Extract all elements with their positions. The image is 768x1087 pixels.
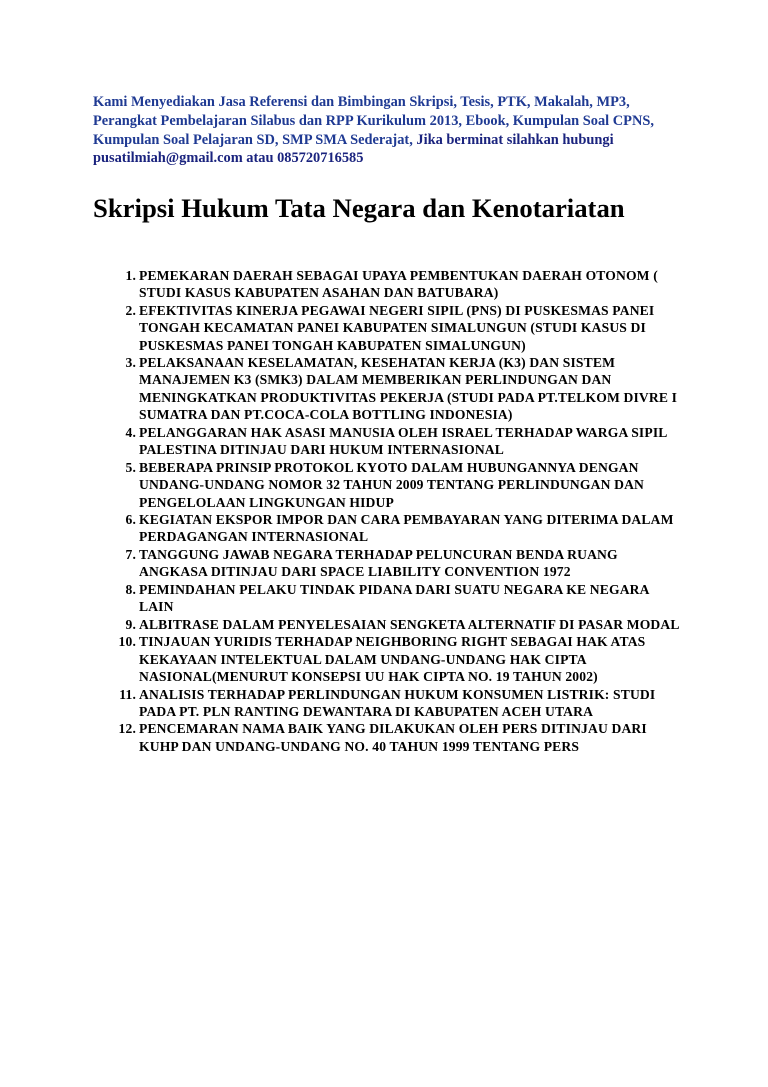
list-item-text: BEBERAPA PRINSIP PROTOKOL KYOTO DALAM HUBUNGANNYA DENGAN UNDANG-UNDANG NOMOR 32 TAHUN 2009 TENTANG PERLINDUNGAN DAN PENGELOLAAN LINGKUNGAN HIDUP xyxy=(139,459,645,510)
intro-contact-text[interactable]: Jika berminat silahkan hubungi pusatilmiah@gmail.com atau 085720716585 xyxy=(93,131,614,167)
intro-paragraph xyxy=(93,93,683,168)
list-item xyxy=(93,581,683,616)
list-item-number: 3. xyxy=(125,354,136,370)
list-item-number: 10. xyxy=(118,634,136,650)
list-item-number: 4. xyxy=(125,424,136,440)
list-item-text: ALBITRASE DALAM PENYELESAIAN SENGKETA ALTERNATIF DI PASAR MODAL xyxy=(139,616,680,632)
list-item xyxy=(93,302,683,354)
list-item xyxy=(93,511,683,546)
list-item-number: 2. xyxy=(125,302,136,318)
list-item-text: PEMEKARAN DAERAH SEBAGAI UPAYA PEMBENTUKAN DAERAH OTONOM ( STUDI KASUS KABUPATEN ASAHAN DAN BATUBARA) xyxy=(139,267,658,301)
list-item-text: TANGGUNG JAWAB NEGARA TERHADAP PELUNCURAN BENDA RUANG ANGKASA DITINJAU DARI SPACE LIABILITY CONVENTION 1972 xyxy=(139,546,618,580)
list-item-number: 7. xyxy=(125,546,136,562)
page-content xyxy=(93,93,683,755)
list-item-number: 11. xyxy=(119,686,136,702)
list-item-text: PELAKSANAAN KESELAMATAN, KESEHATAN KERJA (K3) DAN SISTEM MANAJEMEN K3 (SMK3) DALAM MEMBERIKAN PERLINDUNGAN DAN MENINGKATKAN PRODUKTIVITAS PEKERJA (STUDI PADA PT.TELKOM DIVRE I SUMATRA DAN PT.COCA-COLA BOTTLING INDONESIA) xyxy=(139,354,678,423)
list-item-text: PELANGGARAN HAK ASASI MANUSIA OLEH ISRAEL TERHADAP WARGA SIPIL PALESTINA DITINJAU DARI HUKUM INTERNASIONAL xyxy=(139,424,667,458)
list-item xyxy=(93,459,683,511)
list-item-text: EFEKTIVITAS KINERJA PEGAWAI NEGERI SIPIL (PNS) DI PUSKESMAS PANEI TONGAH KECAMATAN PANEI KABUPATEN SIMALUNGUN (STUDI KASUS DI PUSKESMAS PANEI TONGAH KABUPATEN SIMALUNGUN) xyxy=(139,302,655,353)
list-item-text: PENCEMARAN NAMA BAIK YANG DILAKUKAN OLEH PERS DITINJAU DARI KUHP DAN UNDANG-UNDANG NO. 40 TAHUN 1999 TENTANG PERS xyxy=(139,721,647,754)
list-item-number: 12. xyxy=(118,721,136,737)
list-item-text: TINJAUAN YURIDIS TERHADAP NEIGHBORING RIGHT SEBAGAI HAK ATAS KEKAYAAN INTELEKTUAL DALAM UNDANG-UNDANG HAK CIPTA NASIONAL(MENURUT KONSEPSI UU HAK CIPTA NO. 19 TAHUN 2002) xyxy=(139,634,646,685)
list-item xyxy=(93,616,683,633)
list-item xyxy=(93,424,683,459)
thesis-list xyxy=(93,267,683,756)
document-title: Skripsi Hukum Tata Negara dan Kenotariatan xyxy=(93,193,625,224)
list-item-number: 6. xyxy=(125,512,136,528)
list-item-number: 9. xyxy=(125,616,136,632)
list-item xyxy=(93,720,683,755)
list-item-number: 5. xyxy=(125,459,136,475)
list-item-number: 8. xyxy=(125,581,136,597)
list-item xyxy=(93,546,683,581)
list-item-number: 1. xyxy=(125,267,136,283)
list-item xyxy=(93,686,683,721)
list-item-text: ANALISIS TERHADAP PERLINDUNGAN HUKUM KONSUMEN LISTRIK: STUDI PADA PT. PLN RANTING DEWANTARA DI KABUPATEN ACEH UTARA xyxy=(139,686,656,720)
list-item xyxy=(93,354,683,424)
list-item xyxy=(93,633,683,685)
list-item xyxy=(93,267,683,302)
list-item-text: PEMINDAHAN PELAKU TINDAK PIDANA DARI SUATU NEGARA KE NEGARA LAIN xyxy=(139,581,649,615)
intro-services-text: Kami Menyediakan Jasa Referensi dan Bimbingan Skripsi, Tesis, PTK, Makalah, MP3, Perangkat Pembelajaran Silabus dan RPP Kurikulum 2013, Ebook, Kumpulan Soal CPNS, Kumpulan Soal Pelajaran SD, SMP SMA Sederajat, xyxy=(93,94,654,148)
list-item-text: KEGIATAN EKSPOR IMPOR DAN CARA PEMBAYARAN YANG DITERIMA DALAM PERDAGANGAN INTERNASIONAL xyxy=(139,512,674,545)
